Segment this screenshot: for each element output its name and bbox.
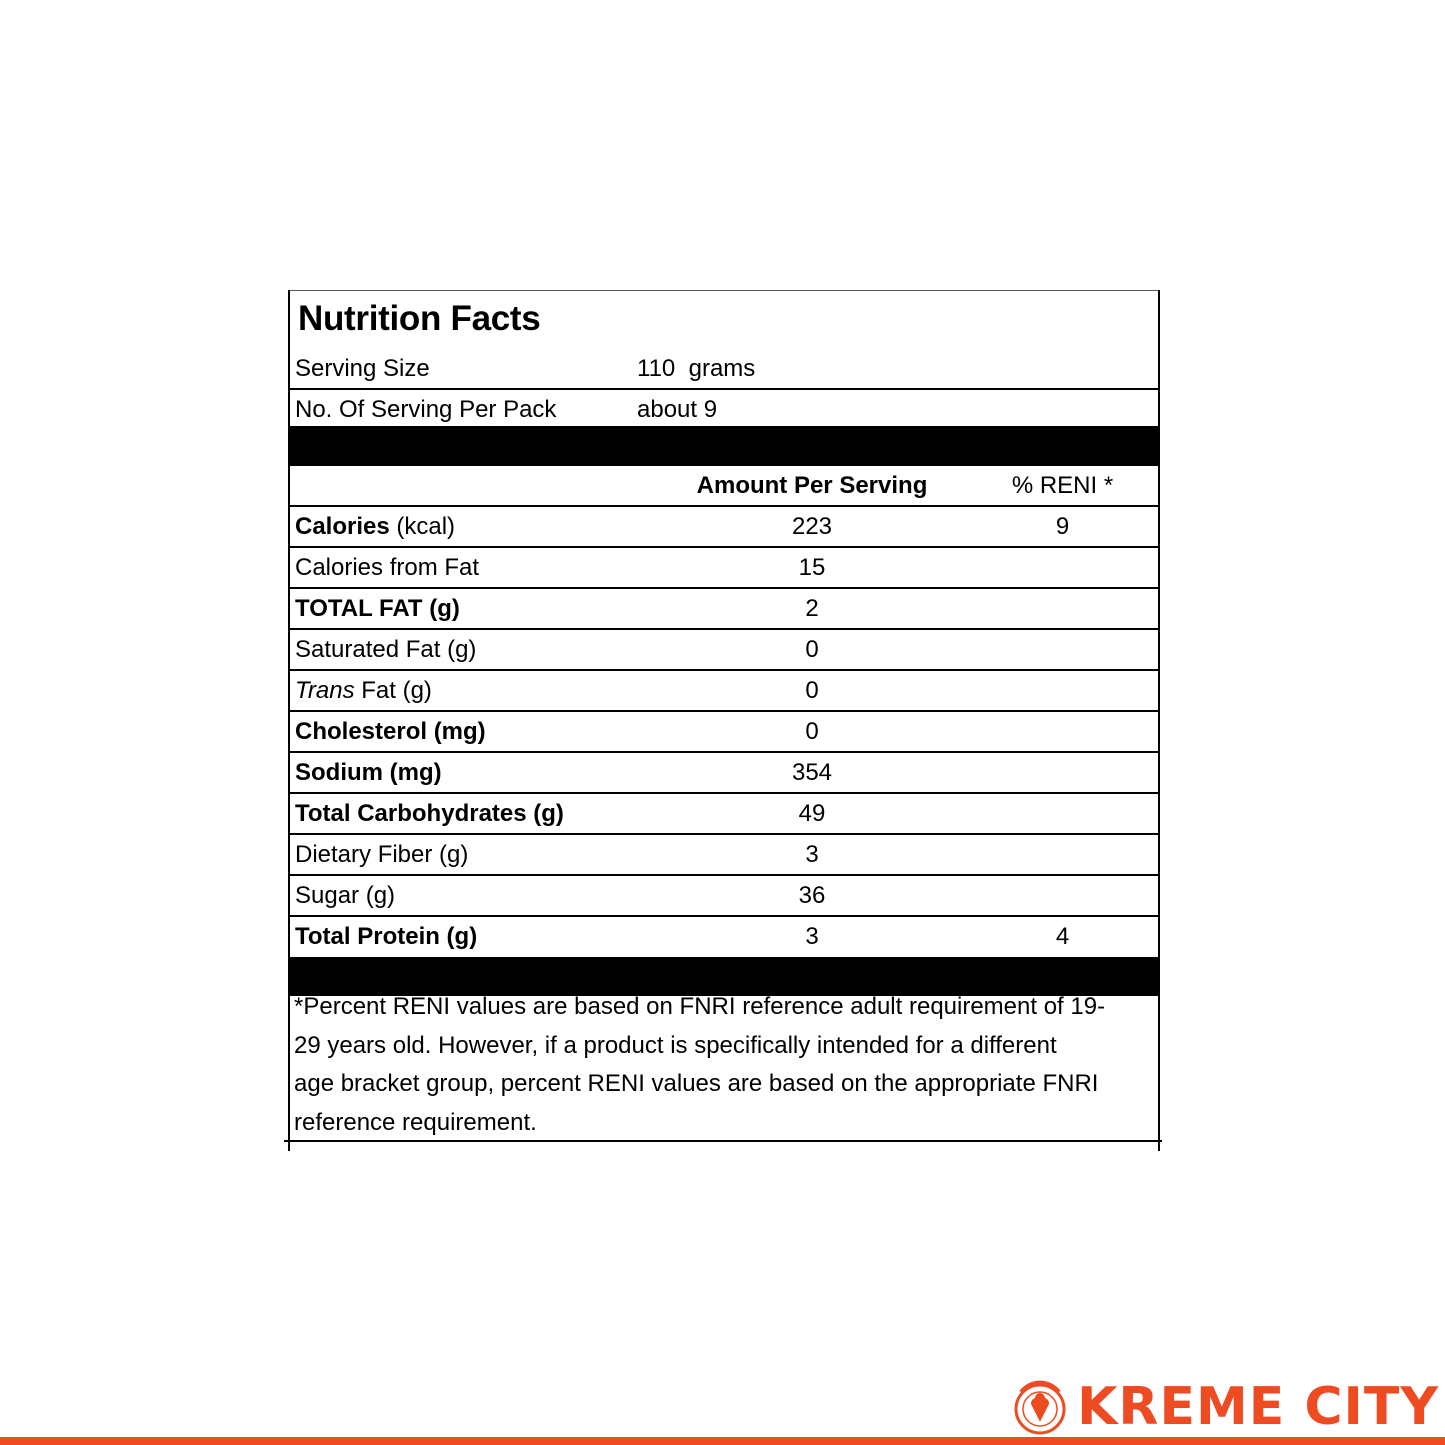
footnote-line: reference requirement. — [294, 1108, 537, 1136]
nutrient-row — [290, 794, 1158, 835]
nutrient-amount: 0 — [805, 718, 819, 745]
nutrient-reni: 9 — [1055, 513, 1070, 540]
brand-logo — [1011, 1376, 1439, 1438]
column-header-row — [290, 466, 1158, 507]
nutrient-name: Calories (kcal) — [295, 513, 456, 540]
brand-stripe — [0, 1437, 1445, 1445]
nutrient-name: Total Protein (g) — [295, 923, 478, 950]
divider-bar-top — [290, 426, 1158, 466]
servings-per-pack-row — [290, 390, 1158, 426]
amount-per-serving-header: Amount Per Serving — [696, 472, 928, 499]
nutrient-row — [290, 630, 1158, 671]
nutrient-amount: 3 — [805, 841, 819, 868]
reni-header: % RENI * — [1011, 472, 1114, 499]
nutrient-amount: 0 — [805, 677, 819, 704]
nutrient-row — [290, 671, 1158, 712]
servings-per-pack-label: No. Of Serving Per Pack — [295, 396, 557, 423]
footnote-line: age bracket group, percent RENI values are based on the appropriate FNRI — [294, 1070, 1099, 1097]
nutrient-name: TOTAL FAT (g) — [295, 595, 460, 622]
footnote-bottom-border — [284, 1140, 1162, 1142]
serving-size-value: 110 grams — [637, 355, 756, 382]
nutrient-reni: 4 — [1055, 923, 1070, 950]
nutrient-row — [290, 507, 1158, 548]
brand-name: KREME CITY — [1077, 1377, 1439, 1437]
nutrient-name: Trans Fat (g) — [295, 677, 432, 704]
footnote-line: *Percent RENI values are based on FNRI reference adult requirement of 19- — [294, 993, 1106, 1020]
nutrient-amount: 354 — [791, 759, 833, 786]
nutrient-name: Sugar (g) — [295, 882, 396, 909]
page-title: Nutrition Facts — [298, 299, 541, 338]
nutrient-name: Sodium (mg) — [295, 759, 442, 786]
nutrient-amount: 36 — [798, 882, 826, 909]
nutrient-amount: 15 — [798, 554, 826, 581]
kreme-city-emblem-icon — [1011, 1378, 1069, 1436]
nutrient-amount: 49 — [798, 800, 826, 827]
nutrient-name: Saturated Fat (g) — [295, 636, 477, 663]
nutrient-row — [290, 876, 1158, 917]
serving-size-row — [290, 349, 1158, 390]
nutrient-name: Cholesterol (mg) — [295, 718, 486, 745]
nutrient-amount: 3 — [805, 923, 819, 950]
nutrient-name: Total Carbohydrates (g) — [295, 800, 564, 827]
nutrient-row — [290, 835, 1158, 876]
nutrient-amount: 0 — [805, 636, 819, 663]
nutrient-amount: 223 — [791, 513, 833, 540]
nutrient-row — [290, 712, 1158, 753]
nutrient-row — [290, 548, 1158, 589]
footnote — [294, 988, 1164, 1138]
nutrient-row — [290, 753, 1158, 794]
nutrient-row — [290, 589, 1158, 630]
nutrient-name: Dietary Fiber (g) — [295, 841, 469, 868]
nutrient-row — [290, 917, 1158, 957]
title-row — [290, 291, 1158, 349]
servings-per-pack-value: about 9 — [637, 396, 718, 423]
footnote-line: 29 years old. However, if a product is specifically intended for a different — [294, 1031, 1057, 1059]
nutrient-name: Calories from Fat — [295, 554, 480, 581]
serving-size-label: Serving Size — [295, 355, 430, 382]
nutrient-amount: 2 — [805, 595, 819, 622]
